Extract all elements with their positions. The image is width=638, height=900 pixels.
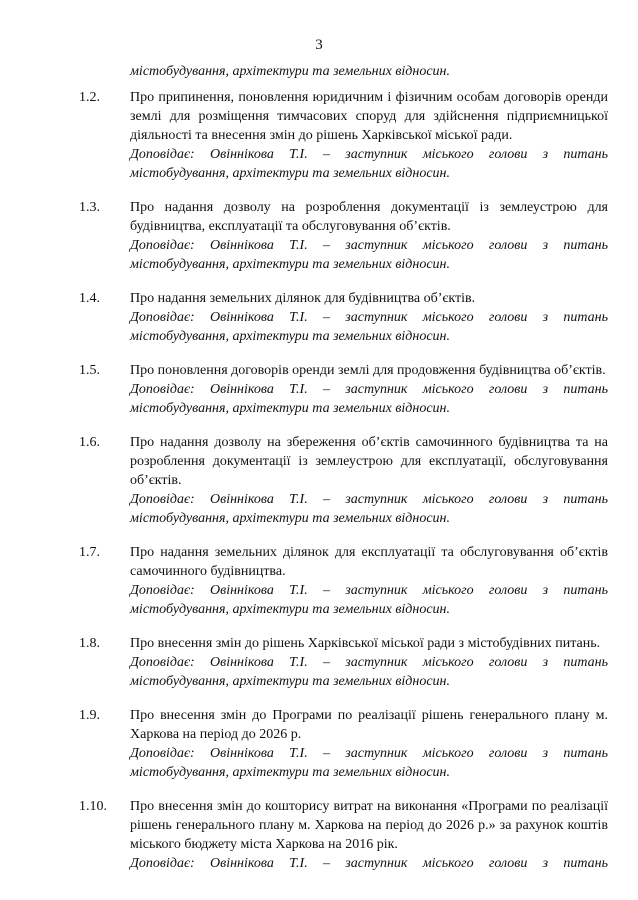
item-speaker: Доповідає: Овіннікова Т.І. – заступник міського голови з питань <box>130 310 608 325</box>
agenda-item-1-4 <box>0 289 638 346</box>
item-number: 1.10. <box>79 799 107 814</box>
continuation-line: містобудування, архітектури та земельних відносин. <box>130 64 450 79</box>
item-speaker-position: містобудування, архітектури та земельних відносин. <box>130 765 450 780</box>
item-number: 1.7. <box>79 545 100 560</box>
item-speaker: Доповідає: Овіннікова Т.І. – заступник міського голови з питань <box>130 492 608 507</box>
item-speaker-position: містобудування, архітектури та земельних відносин. <box>130 329 450 344</box>
item-title: Про внесення змін до рішень Харківської міської ради з містобудівних питань. <box>130 636 601 651</box>
item-speaker: Доповідає: Овіннікова Т.І. – заступник міського голови з питань <box>130 856 608 871</box>
agenda-item-1-8 <box>0 634 638 691</box>
item-title: Про надання земельних ділянок для будівництва об’єктів. <box>130 291 476 306</box>
item-number: 1.2. <box>79 90 100 105</box>
item-title: Про надання земельних ділянок для експлуатації та обслуговування об’єктів самочинного будівництва. <box>130 545 608 579</box>
item-speaker: Доповідає: Овіннікова Т.І. – заступник міського голови з питань <box>130 655 608 670</box>
item-number: 1.8. <box>79 636 100 651</box>
item-speaker: Доповідає: Овіннікова Т.І. – заступник міського голови з питань <box>130 382 608 397</box>
item-speaker-position: містобудування, архітектури та земельних відносин. <box>130 674 450 689</box>
item-speaker-position: містобудування, архітектури та земельних відносин. <box>130 257 450 272</box>
item-number: 1.5. <box>79 363 100 378</box>
item-speaker: Доповідає: Овіннікова Т.І. – заступник міського голови з питань <box>130 147 608 162</box>
item-speaker: Доповідає: Овіннікова Т.І. – заступник міського голови з питань <box>130 238 608 253</box>
item-speaker-position: містобудування, архітектури та земельних відносин. <box>130 511 450 526</box>
item-number: 1.9. <box>79 708 100 723</box>
item-title: Про внесення змін до кошторису витрат на виконання «Програми по реалізації рішень генерального плану м. Харкова на період до 2026 р.» за рахунок коштів міського бюджету міста Харкова на 2016 рік. <box>130 799 608 852</box>
page-number: 3 <box>315 37 323 53</box>
item-title: Про надання дозволу на розроблення документації із землеустрою для будівництва, експлуатації та обслуговування об’єктів. <box>130 200 608 234</box>
agenda-list <box>0 88 638 888</box>
item-title: Про надання дозволу на збереження об’єктів самочинного будівництва та на розроблення документації із землеустрою для експлуатації, обслуговування об’єктів. <box>130 435 608 488</box>
agenda-item-1-2 <box>0 88 638 183</box>
agenda-item-1-5 <box>0 361 638 418</box>
item-number: 1.6. <box>79 435 100 450</box>
item-speaker: Доповідає: Овіннікова Т.І. – заступник міського голови з питань <box>130 746 608 761</box>
item-title: Про поновлення договорів оренди землі для продовження будівництва об’єктів. <box>130 363 606 378</box>
item-speaker: Доповідає: Овіннікова Т.І. – заступник міського голови з питань <box>130 583 608 598</box>
agenda-item-1-3 <box>0 198 638 274</box>
item-speaker-position: містобудування, архітектури та земельних відносин. <box>130 602 450 617</box>
agenda-item-1-6 <box>0 433 638 528</box>
item-speaker-position: містобудування, архітектури та земельних відносин. <box>130 401 450 416</box>
item-speaker-position: містобудування, архітектури та земельних відносин. <box>130 166 450 181</box>
agenda-item-1-7 <box>0 543 638 619</box>
agenda-item-1-10 <box>0 797 638 873</box>
item-number: 1.4. <box>79 291 100 306</box>
item-title: Про припинення, поновлення юридичним і фізичним особам договорів оренди землі для розміщення тимчасових споруд для здійснення підприємницької діяльності та внесення змін до рішень Харківської міської ради. <box>130 90 608 143</box>
item-title: Про внесення змін до Програми по реалізації рішень генерального плану м. Харкова на період до 2026 р. <box>130 708 608 742</box>
item-number: 1.3. <box>79 200 100 215</box>
agenda-item-1-9 <box>0 706 638 782</box>
